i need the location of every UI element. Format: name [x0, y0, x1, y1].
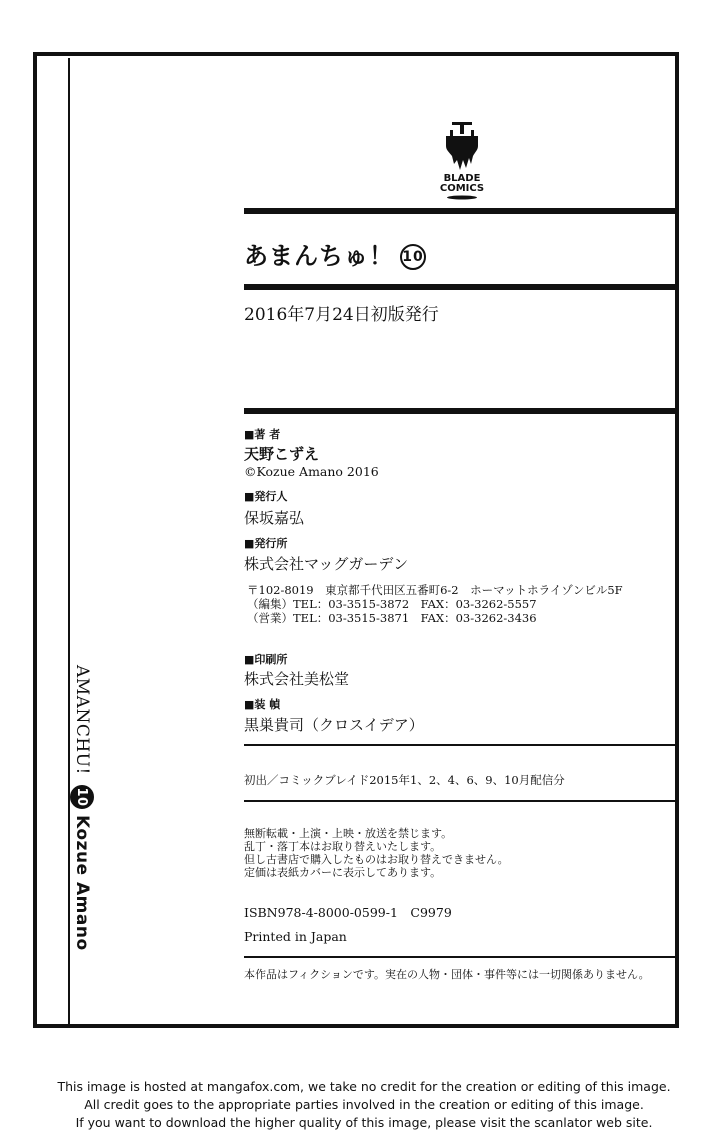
disclaimer-line-3: If you want to download the higher quality of this image, please visit the scanlator web site.: [75, 1115, 653, 1130]
notice-line-3: 但し古書店で購入したものはお取り替えできません。: [244, 853, 509, 866]
publish-date: 2016年7月24日初版発行: [244, 305, 439, 325]
rule-credits-top: [244, 408, 678, 414]
design-label: ■装 幀: [244, 698, 281, 711]
publisher-logo: [426, 120, 498, 200]
hosting-disclaimer: [0, 1078, 728, 1132]
page-frame: [33, 52, 679, 1028]
printer-name: 株式会社美松堂: [244, 670, 350, 688]
logo-line1: BLADE: [443, 173, 481, 184]
printed-in: Printed in Japan: [244, 929, 347, 944]
isbn: ISBN978-4-8000-0599-1 C9979: [244, 905, 452, 920]
logo-base-icon: [446, 195, 478, 200]
spine-author: Kozue Amano: [72, 815, 92, 951]
rule-bottom: [244, 956, 678, 958]
sales-contact: （営業）TEL：03-3515-3871 FAX：03-3262-3436: [247, 611, 537, 625]
publisher-label: ■発行所: [244, 537, 288, 550]
logo-line2: COMICS: [439, 183, 485, 194]
spine-volume-badge: 10: [70, 785, 94, 809]
book-volume-badge: 10: [400, 244, 426, 270]
book-title-text: あまんちゅ！: [244, 242, 394, 270]
rule-top: [244, 208, 678, 214]
book-title: [244, 236, 426, 271]
author-label: ■著 者: [244, 428, 281, 441]
rule-first-published-bottom: [244, 800, 678, 802]
design-credit: 黒巣貴司（クロスイデア）: [244, 716, 424, 734]
spine-title: AMANCHU!: [72, 665, 92, 775]
publisher-person-label: ■発行人: [244, 490, 288, 503]
disclaimer-line-2: All credit goes to the appropriate parties involved in the creation or editing of this image.: [84, 1097, 644, 1112]
rule-first-published-top: [244, 744, 678, 746]
rule-title-bottom: [244, 284, 678, 290]
spine: [62, 665, 92, 975]
author-name: 天野こずえ: [244, 445, 320, 463]
disclaimer-line-1: This image is hosted at mangafox.com, we take no credit for the creation or editing of this image.: [57, 1079, 671, 1094]
publisher-address: 〒102-8019 東京都千代田区五番町6-2 ホーマットホライゾンビル5F: [247, 583, 623, 597]
notice-line-4: 定価は表紙カバーに表示してあります。: [244, 866, 442, 879]
copyright: ©Kozue Amano 2016: [244, 464, 379, 479]
editorial-contact: （編集）TEL：03-3515-3872 FAX：03-3262-5557: [247, 597, 537, 611]
publisher-name: 株式会社マッグガーデン: [244, 555, 409, 573]
blade-comics-logo-icon: [426, 120, 498, 176]
printer-label: ■印刷所: [244, 653, 288, 666]
notice-line-2: 乱丁・落丁本はお取り替えいたします。: [244, 840, 442, 853]
notice-line-1: 無断転載・上演・上映・放送を禁じます。: [244, 827, 453, 840]
fiction-notice: 本作品はフィクションです。実在の人物・団体・事件等には一切関係ありません。: [244, 968, 650, 981]
first-published: 初出／コミックブレイド2015年1、2、4、6、9、10月配信分: [244, 773, 565, 787]
publisher-person: 保坂嘉弘: [244, 509, 305, 527]
